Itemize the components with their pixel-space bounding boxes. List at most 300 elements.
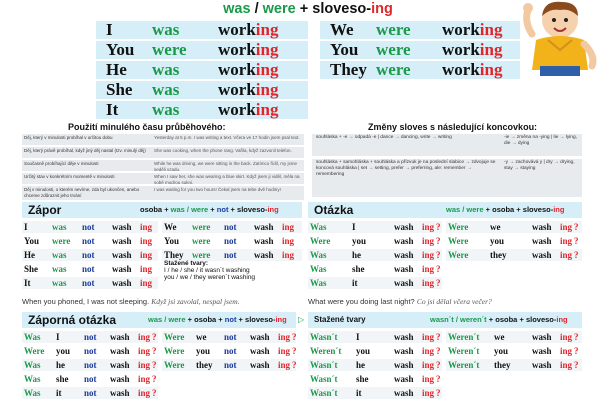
usage-row	[22, 160, 304, 171]
cell-v: wash	[394, 250, 414, 260]
cell-a: were	[52, 236, 71, 246]
cell-i: ing	[138, 360, 151, 370]
cell-s: we	[196, 332, 207, 342]
main-verb-ing: ing	[255, 40, 279, 59]
cell-q: ?	[574, 222, 579, 232]
table-row	[22, 387, 158, 399]
table-row	[446, 345, 582, 357]
cell-v: wash	[250, 346, 270, 356]
cell-s: he	[56, 360, 65, 370]
cell-n: not	[84, 332, 97, 342]
negative-formula: osoba + was / were + not + sloveso-ing	[140, 205, 279, 214]
cell-v: wash	[394, 236, 414, 246]
cell-a: Wasn´t	[310, 388, 338, 398]
cell-a: Weren´t	[448, 332, 480, 342]
cell-a: Was	[24, 388, 41, 398]
cell-q: ?	[436, 236, 441, 246]
main-verb-stem: work	[218, 60, 256, 79]
cell-a: Was	[24, 360, 41, 370]
cell-n: not	[82, 222, 95, 232]
table-row	[308, 331, 442, 343]
main-table-singular	[96, 19, 308, 121]
cell-n: not	[84, 360, 97, 370]
contracted-title: Stažené tvary	[314, 315, 366, 324]
cell-a: Wasn´t	[310, 332, 338, 342]
cell-v: wash	[254, 236, 274, 246]
cell-i: ing	[560, 250, 573, 260]
cell-q: ?	[436, 360, 441, 370]
usage-example: Yesterday at 5 p.m. I was writing a text. Včera ve 17 hodin jsem psal text.	[154, 135, 300, 140]
table-row	[308, 387, 442, 399]
cell-a: were	[192, 236, 211, 246]
main-verb-stem: work	[218, 80, 256, 99]
changes-row	[312, 134, 582, 156]
cell-i: ing	[140, 250, 153, 260]
main-subject: They	[320, 61, 376, 79]
cell-i: ing	[560, 222, 573, 232]
cell-v: wash	[532, 332, 552, 342]
cell-s: we	[490, 222, 501, 232]
cell-v: wash	[112, 278, 132, 288]
cell-i: ing	[138, 388, 151, 398]
short-form-line-2: you / we / they weren´t washing	[164, 274, 256, 281]
main-row	[96, 21, 308, 39]
main-verb-ing: ing	[255, 80, 279, 99]
table-row	[308, 263, 442, 275]
cell-i: ing	[422, 332, 435, 342]
cell-v: wash	[112, 264, 132, 274]
cell-v: wash	[110, 346, 130, 356]
cell-v: wash	[110, 374, 130, 384]
title-were: were	[262, 1, 296, 17]
cell-i: ing	[422, 346, 435, 356]
main-verb	[218, 41, 308, 59]
short-form-line-1: I / he / she / it wasn´t washing	[164, 267, 250, 274]
table-row	[308, 359, 442, 371]
table-row	[162, 235, 302, 247]
cell-i: ing	[560, 332, 573, 342]
main-row	[96, 101, 308, 119]
negative-panel	[22, 202, 302, 308]
main-subject: It	[96, 101, 152, 119]
cell-s: it	[56, 388, 62, 398]
question-example: What were you doing last night? Co jsi dělal včera večer?	[308, 297, 492, 306]
main-auxiliary: were	[152, 41, 218, 59]
cell-q: ?	[436, 264, 441, 274]
cell-n: not	[224, 250, 237, 260]
cell-q: ?	[436, 346, 441, 356]
changes-rule-right: -ie → změna na -ying | lie → lying, die → dying	[504, 135, 577, 146]
changes-heading: Změny sloves s následující koncovkou:	[368, 122, 538, 132]
table-row	[162, 345, 296, 357]
title-ing: ing	[371, 1, 393, 17]
title-was: was	[223, 1, 251, 17]
cell-s: I	[356, 332, 360, 342]
main-row	[96, 61, 308, 79]
cell-a: Were	[448, 250, 469, 260]
main-verb-ing: ing	[479, 40, 503, 59]
cell-i: ing	[422, 236, 435, 246]
cell-a: Were	[164, 346, 185, 356]
table-row	[308, 221, 442, 233]
main-auxiliary: was	[152, 21, 218, 39]
cell-s: she	[56, 374, 69, 384]
table-row	[22, 235, 158, 247]
cell-s: we	[494, 332, 505, 342]
cell-i: ing	[422, 278, 435, 288]
main-verb-ing: ing	[255, 100, 279, 119]
cell-v: wash	[112, 222, 132, 232]
changes-rule-right: -y → zachovává y | dry → drying, stay → staying	[504, 160, 575, 171]
main-verb-stem: work	[218, 20, 256, 39]
cell-i: ing	[422, 222, 435, 232]
main-verb	[218, 81, 308, 99]
main-verb	[218, 61, 308, 79]
cell-s: They	[164, 250, 184, 260]
table-row	[162, 331, 296, 343]
table-row	[308, 345, 442, 357]
main-verb-ing: ing	[255, 20, 279, 39]
table-row	[22, 249, 158, 261]
cell-q: ?	[436, 222, 441, 232]
negative-question-title: Záporná otázka	[28, 313, 117, 327]
table-row	[22, 277, 158, 289]
cell-q: ?	[574, 250, 579, 260]
cell-q: ?	[436, 332, 441, 342]
main-verb	[442, 21, 520, 39]
cell-n: not	[224, 332, 237, 342]
main-subject: We	[320, 21, 376, 39]
cell-q: ?	[152, 360, 157, 370]
usage-rule: Současně probíhající děje v minulosti	[24, 161, 99, 166]
cell-a: Was	[310, 250, 327, 260]
cell-v: wash	[532, 346, 552, 356]
main-auxiliary: was	[152, 81, 218, 99]
cell-a: Were	[310, 236, 331, 246]
cell-q: ?	[574, 346, 579, 356]
cell-i: ing	[138, 332, 151, 342]
cell-i: ing	[140, 264, 153, 274]
cell-v: wash	[394, 346, 414, 356]
mascot-illustration	[518, 0, 605, 76]
cell-s: you	[352, 236, 367, 246]
changes-rule-left: souhláska + samohláska + souhláska a přízvuk je na poslední slabice → zdvojuje se koncová souhláska | set → setting, prefer → preferring, ale: remember → remembering	[316, 160, 496, 177]
main-subject: You	[96, 41, 152, 59]
cell-v: wash	[254, 250, 274, 260]
table-row	[308, 249, 442, 261]
negative-short-forms	[164, 260, 255, 281]
table-row	[22, 345, 158, 357]
cell-v: wash	[532, 222, 552, 232]
cell-q: ?	[436, 374, 441, 384]
usage-table	[22, 134, 304, 198]
cell-s: you	[196, 346, 211, 356]
main-auxiliary: was	[152, 61, 218, 79]
cell-n: not	[82, 278, 95, 288]
cell-v: wash	[394, 332, 414, 342]
cell-s: it	[356, 388, 362, 398]
cell-a: Weren´t	[310, 346, 342, 356]
main-verb-stem: work	[442, 20, 480, 39]
cell-v: wash	[532, 360, 552, 370]
cell-i: ing	[278, 346, 291, 356]
cell-n: not	[84, 346, 97, 356]
question-title: Otázka	[314, 203, 354, 217]
cell-v: wash	[532, 236, 552, 246]
cell-q: ?	[292, 346, 297, 356]
main-verb-stem: work	[218, 40, 256, 59]
usage-example: I was waiting for you two hours! Čekal jsem na tebe dvě hodiny!	[154, 187, 281, 192]
cell-s: you	[56, 346, 71, 356]
cell-q: ?	[292, 332, 297, 342]
cell-s: you	[490, 236, 505, 246]
cell-a: Wasn´t	[310, 360, 338, 370]
cell-v: wash	[110, 332, 130, 342]
cell-s: We	[164, 222, 177, 232]
question-formula: was / were + osoba + sloveso-ing	[446, 205, 565, 214]
cell-v: wash	[110, 388, 130, 398]
main-verb-ing: ing	[479, 60, 503, 79]
cell-a: Was	[310, 222, 327, 232]
cell-q: ?	[436, 278, 441, 288]
usage-row	[22, 173, 304, 184]
cell-i: ing	[138, 374, 151, 384]
table-row	[162, 359, 296, 371]
cell-s: you	[356, 346, 371, 356]
changes-rule-left: souhláska + -e → odpadá -e | dance → dancing, write → writing	[316, 135, 452, 140]
main-verb-stem: work	[442, 60, 480, 79]
cell-i: ing	[560, 346, 573, 356]
table-row	[446, 331, 582, 343]
cell-a: Were	[448, 236, 469, 246]
cell-s: I	[352, 222, 356, 232]
main-row	[96, 41, 308, 59]
main-subject: You	[320, 41, 376, 59]
cell-a: were	[192, 250, 211, 260]
cell-i: ing	[560, 360, 573, 370]
page-title	[218, 1, 398, 17]
usage-heading: Použití minulého času průběhového:	[68, 122, 226, 132]
cell-s: He	[24, 250, 35, 260]
table-row	[22, 263, 158, 275]
cell-i: ing	[422, 374, 435, 384]
cell-n: not	[224, 236, 237, 246]
usage-rule: Děj, který v minulosti probíhal v určitou dobu	[24, 135, 113, 140]
cell-a: was	[52, 278, 67, 288]
cell-v: wash	[394, 264, 414, 274]
cell-a: Weren´t	[448, 346, 480, 356]
cell-s: you	[494, 346, 509, 356]
cell-a: Was	[24, 332, 41, 342]
usage-example: She was cooking, when the phone rang. Vařila, když zazvonil telefon.	[154, 148, 292, 153]
cell-n: not	[82, 250, 95, 260]
cell-s: they	[494, 360, 511, 370]
cell-v: wash	[110, 360, 130, 370]
table-row	[446, 221, 582, 233]
cell-q: ?	[574, 332, 579, 342]
cell-i: ing	[278, 332, 291, 342]
cell-q: ?	[152, 346, 157, 356]
table-row	[446, 249, 582, 261]
cell-v: wash	[250, 360, 270, 370]
cell-i: ing	[282, 236, 295, 246]
main-row	[320, 61, 520, 79]
cell-q: ?	[152, 388, 157, 398]
table-row	[22, 331, 158, 343]
changes-row	[312, 159, 582, 197]
negative-title: Zápor	[28, 203, 62, 217]
cell-n: not	[224, 346, 237, 356]
cell-q: ?	[436, 388, 441, 398]
cell-a: was	[52, 250, 67, 260]
usage-row	[22, 134, 304, 145]
negative-example: When you phoned, I was not sleeping. Když jsi zavolal, nespal jsem.	[22, 297, 240, 306]
main-auxiliary: was	[152, 101, 218, 119]
cell-s: they	[490, 250, 507, 260]
cell-q: ?	[152, 332, 157, 342]
cell-a: was	[52, 264, 67, 274]
cell-q: ?	[152, 374, 157, 384]
main-verb	[442, 61, 520, 79]
cell-s: You	[24, 236, 40, 246]
cell-a: Were	[24, 346, 45, 356]
cell-s: She	[24, 264, 39, 274]
cell-n: not	[82, 236, 95, 246]
cell-s: he	[356, 360, 365, 370]
cell-i: ing	[140, 222, 153, 232]
title-stem: sloveso-	[312, 1, 372, 17]
cell-s: You	[164, 236, 180, 246]
cell-s: it	[352, 278, 358, 288]
cell-v: wash	[250, 332, 270, 342]
usage-row	[22, 147, 304, 158]
cell-a: Was	[310, 264, 327, 274]
cell-q: ?	[292, 360, 297, 370]
table-row	[308, 235, 442, 247]
cell-i: ing	[422, 250, 435, 260]
cell-q: ?	[574, 236, 579, 246]
cell-s: It	[24, 278, 31, 288]
arrow-right-icon: ▷	[298, 315, 305, 324]
main-row	[320, 41, 520, 59]
cell-v: wash	[254, 222, 274, 232]
cell-a: Were	[164, 332, 185, 342]
cell-v: wash	[532, 250, 552, 260]
negative-question-panel	[22, 312, 296, 403]
contracted-panel	[308, 312, 582, 403]
usage-rule: Děj, který právě probíhal, když jiný děj nastal (tzv. minulý děj)	[24, 148, 146, 153]
main-row	[320, 21, 520, 39]
title-slash: /	[254, 1, 259, 17]
cell-v: wash	[112, 236, 132, 246]
short-forms-title: Stažené tvary:	[164, 260, 209, 267]
main-subject: I	[96, 21, 152, 39]
cell-s: I	[56, 332, 60, 342]
usage-example: When I saw her, she was wearing a blue skirt. Když jsem ji viděl, měla na sobě modrou sukni.	[154, 174, 300, 184]
cell-i: ing	[140, 236, 153, 246]
cell-i: ing	[422, 388, 435, 398]
cell-v: wash	[394, 360, 414, 370]
cell-a: Was	[310, 278, 327, 288]
cell-q: ?	[436, 250, 441, 260]
cell-i: ing	[138, 346, 151, 356]
table-row	[22, 359, 158, 371]
cell-s: she	[356, 374, 369, 384]
cell-i: ing	[278, 360, 291, 370]
table-row	[22, 221, 158, 233]
main-auxiliary: were	[376, 61, 442, 79]
cell-n: not	[84, 374, 97, 384]
table-row	[308, 373, 442, 385]
cell-v: wash	[394, 222, 414, 232]
main-auxiliary: were	[376, 21, 442, 39]
main-verb-ing: ing	[255, 60, 279, 79]
cell-a: Were	[164, 360, 185, 370]
main-auxiliary: were	[376, 41, 442, 59]
table-row	[162, 221, 302, 233]
question-panel	[308, 202, 582, 308]
cell-a: was	[52, 222, 67, 232]
title-plus: +	[299, 1, 309, 17]
table-row	[446, 235, 582, 247]
cell-a: Wasn´t	[310, 374, 338, 384]
main-subject: He	[96, 61, 152, 79]
cell-a: were	[192, 222, 211, 232]
cell-i: ing	[422, 360, 435, 370]
cell-v: wash	[394, 374, 414, 384]
cell-i: ing	[282, 250, 295, 260]
cell-s: she	[352, 264, 365, 274]
cell-i: ing	[560, 236, 573, 246]
cell-a: Were	[448, 222, 469, 232]
main-verb	[218, 21, 308, 39]
usage-rule: Určitý stav v konkrétním momentě v minulosti	[24, 174, 115, 179]
cell-s: he	[352, 250, 361, 260]
contracted-formula: wasn´t / weren´t + osoba + sloveso-ing	[430, 315, 568, 324]
cell-v: wash	[394, 278, 414, 288]
main-verb	[442, 41, 520, 59]
cell-n: not	[82, 264, 95, 274]
cell-q: ?	[574, 360, 579, 370]
main-verb-stem: work	[218, 100, 256, 119]
main-row	[96, 81, 308, 99]
negative-question-formula: was / were + osoba + not + sloveso-ing	[148, 315, 287, 324]
main-subject: She	[96, 81, 152, 99]
cell-n: not	[224, 222, 237, 232]
cell-n: not	[84, 388, 97, 398]
main-verb	[218, 101, 308, 119]
cell-n: not	[224, 360, 237, 370]
cell-s: they	[196, 360, 213, 370]
cell-v: wash	[394, 388, 414, 398]
cell-i: ing	[422, 264, 435, 274]
table-row	[22, 373, 158, 385]
changes-table	[312, 134, 582, 198]
cell-v: wash	[112, 250, 132, 260]
cell-a: Was	[24, 374, 41, 384]
main-verb-ing: ing	[479, 20, 503, 39]
cell-i: ing	[140, 278, 153, 288]
usage-row	[22, 186, 304, 200]
main-table-plural	[320, 19, 520, 81]
cell-a: Weren´t	[448, 360, 480, 370]
usage-example: While he was driving, we were sitting in the back. Zatímco řídil, my jsme seděli vzadu.	[154, 161, 298, 171]
usage-rule: Děj v minulosti, o kterém nevíme, zda byl ukončen, anebo chceme zdůraznit jeho trvání	[24, 187, 140, 198]
cell-i: ing	[282, 222, 295, 232]
main-verb-stem: work	[442, 40, 480, 59]
table-row	[446, 359, 582, 371]
cell-s: I	[24, 222, 28, 232]
